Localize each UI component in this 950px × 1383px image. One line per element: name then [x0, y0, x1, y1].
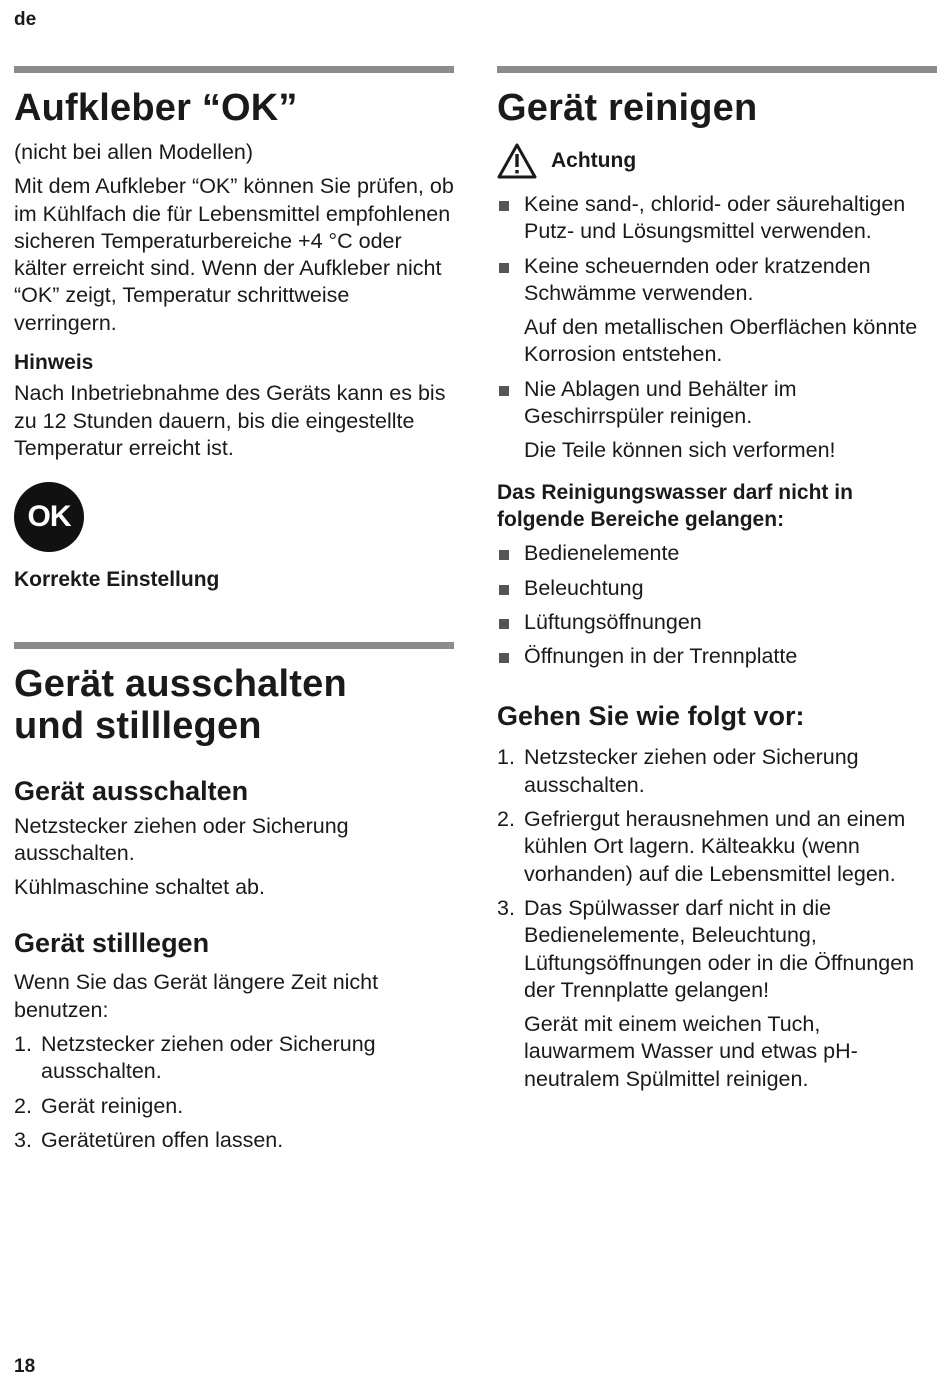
ok-badge-text: OK — [27, 500, 71, 534]
square-bullet-icon — [499, 619, 509, 629]
list-item: Beleuchtung — [497, 575, 937, 602]
warning-note: Auf den metallischen Oberflächen könnte Korrosion entstehen. — [524, 315, 918, 367]
ok-sticker-icon — [14, 482, 84, 552]
right-column — [497, 66, 937, 1100]
list-item: Nie Ablagen und Behälter im Geschirrspüler reinigen. — [497, 376, 937, 431]
page-number: 18 — [14, 1356, 36, 1377]
switch-off-text: Netzstecker ziehen oder Sicherung ausschalten. — [14, 813, 349, 865]
list-item: 3. Gerätetüren offen lassen. — [14, 1127, 284, 1152]
list-item: 2. Gerät reinigen. — [14, 1093, 184, 1118]
list-item: Keine sand-, chlorid- oder säurehaltigen Putz- und Lösungsmittel verwenden. — [497, 191, 937, 246]
section-rule — [497, 66, 937, 73]
section-title-shutdown: Gerät ausschalten und stilllegen — [14, 662, 347, 747]
section-title-sticker: Aufkleber “OK” — [14, 87, 298, 129]
procedure-steps — [497, 744, 937, 1004]
warning-note: Die Teile können sich verformen! — [524, 438, 836, 463]
switch-off-result: Kühlmaschine schaltet ab. — [14, 875, 265, 900]
left-column — [14, 66, 454, 1161]
subheading-switch-off: Gerät ausschalten — [14, 775, 249, 806]
list-item: Lüftungsöffnungen — [497, 609, 937, 636]
list-item: Bedienelemente — [497, 540, 937, 567]
section-title-cleaning: Gerät reinigen — [497, 87, 758, 129]
decommission-steps — [14, 1031, 454, 1154]
warning-label: Achtung — [551, 149, 637, 172]
square-bullet-icon — [499, 386, 509, 396]
warning-triangle-icon — [497, 143, 537, 179]
square-bullet-icon — [499, 201, 509, 211]
list-item: 1. Netzstecker ziehen oder Sicherung ausschalten. — [14, 1032, 376, 1084]
warning-list — [497, 191, 937, 307]
warning-list — [497, 376, 937, 431]
square-bullet-icon — [499, 653, 509, 663]
square-bullet-icon — [499, 550, 509, 560]
list-item: Öffnungen in der Trennplatte — [497, 643, 937, 670]
sticker-body: Mit dem Aufkleber “OK” können Sie prüfen, ob im Kühlfach die für Lebensmittel empfohlenen sicheren Temperaturbereiche +4 °C oder kälter erreicht sind. Wenn der Aufkleber nicht “OK” zeigt, Temperatur schrittweise verringern. — [14, 174, 454, 335]
section-rule — [14, 642, 454, 649]
subheading-procedure: Gehen Sie wie folgt vor: — [497, 701, 805, 732]
subheading-decommission: Gerät stilllegen — [14, 928, 210, 959]
badge-caption: Korrekte Einstellung — [14, 568, 220, 592]
list-item: Keine scheuernden oder kratzenden Schwämme verwenden. — [497, 253, 937, 308]
models-note: (nicht bei allen Modellen) — [14, 140, 254, 164]
square-bullet-icon — [499, 585, 509, 595]
warning-heading — [497, 143, 937, 179]
decommission-intro: Wenn Sie das Gerät längere Zeit nicht benutzen: — [14, 970, 379, 1022]
list-item: 2. Gefriergut herausnehmen und an einem kühlen Ort lagern. Kälteakku (wenn vorhanden) auf die Lebensmittel legen. — [497, 807, 906, 886]
list-item: 1. Netzstecker ziehen oder Sicherung ausschalten. — [497, 745, 859, 797]
areas-list — [497, 540, 937, 670]
final-note: Gerät mit einem weichen Tuch, lauwarmem Wasser und etwas pH-neutralem Spülmittel reinigen. — [524, 1012, 858, 1091]
hint-label: Hinweis — [14, 351, 94, 375]
square-bullet-icon — [499, 263, 509, 273]
language-label: de — [14, 9, 37, 30]
section-rule — [14, 66, 454, 73]
water-heading: Das Reinigungswasser darf nicht in folgende Bereiche gelangen: — [497, 480, 853, 531]
list-item: 3. Das Spülwasser darf nicht in die Bedienelemente, Beleuchtung, Lüftungsöffnungen oder in die Öffnungen der Trennplatte gelangen! — [497, 895, 915, 1002]
hint-text: Nach Inbetriebnahme des Geräts kann es bis zu 12 Stunden dauern, bis die eingestellte Temperatur erreicht ist. — [14, 381, 446, 460]
